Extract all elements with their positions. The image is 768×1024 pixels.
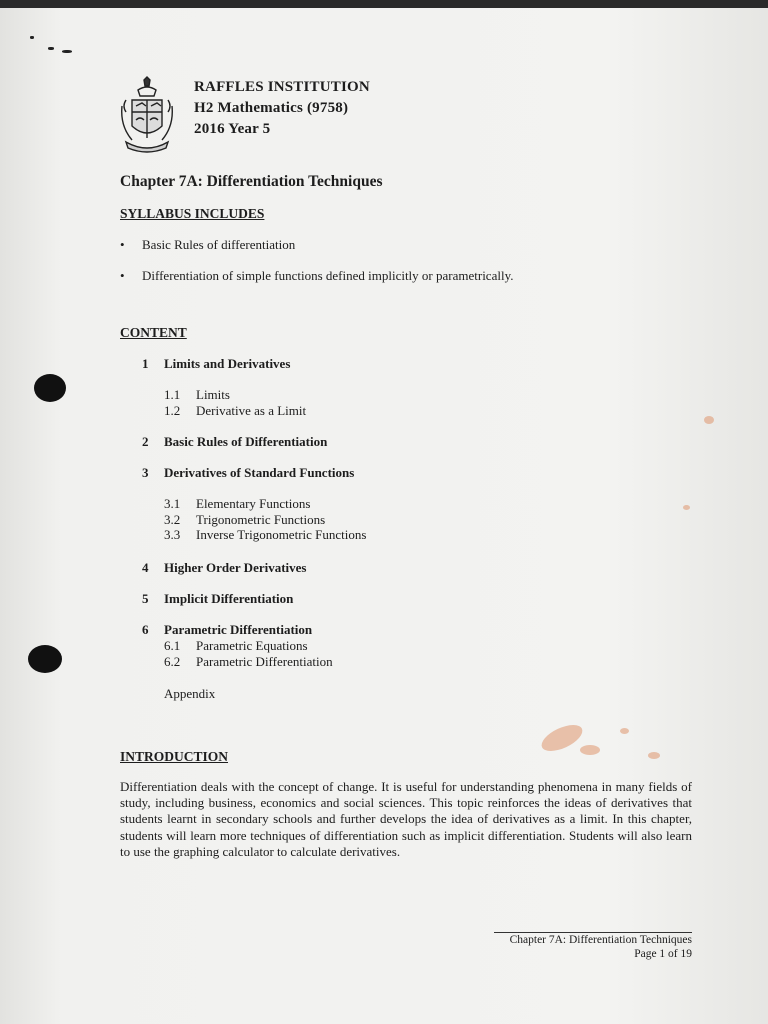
toc-section: 1 Limits and Derivatives [142,356,291,371]
toc-subsection: 1.1 Limits [164,387,230,402]
stain-mark [648,752,660,759]
stain-mark [620,728,629,734]
punch-hole [28,645,62,673]
toc-section: 3 Derivatives of Standard Functions [142,465,355,480]
institution-name: RAFFLES INSTITUTION [194,79,370,95]
toc-subsection: 3.2 Trigonometric Functions [164,512,326,527]
page-number: Page 1 of 19 [634,948,692,960]
toc-subsection: 6.2 Parametric Differentiation [164,654,333,669]
stain-mark [683,505,690,510]
syllabus-heading: SYLLABUS INCLUDES [120,206,265,221]
scan-speck [48,47,54,50]
toc-appendix: Appendix [164,686,216,701]
toc-subsection: 6.1 Parametric Equations [164,638,308,653]
introduction-paragraph: Differentiation deals with the concept of change. It is useful for understanding phenomena in many fields of study, including business, economics and social sciences. This topic reinforces the ideas of derivatives that students learnt in secondary schools and further develops the idea of derivatives as a limit. In this chapter, students will learn more techniques of differentiation such as implicit differentiation. Students will also learn to use the graphing calculator to calculate derivatives. [120,779,692,859]
introduction-heading: INTRODUCTION [120,749,229,764]
stain-mark [704,416,714,424]
toc-subsection: 1.2 Derivative as a Limit [164,403,307,418]
toc-section: 6 Parametric Differentiation [142,622,313,637]
footer-chapter: Chapter 7A: Differentiation Techniques [509,934,692,946]
scan-speck [62,50,72,53]
content-heading: CONTENT [120,325,187,340]
stain-mark [580,745,600,755]
toc-subsection: 3.1 Elementary Functions [164,496,311,511]
chapter-title: Chapter 7A: Differentiation Techniques [120,173,383,190]
subject-code: H2 Mathematics (9758) [194,100,349,116]
syllabus-item: • Differentiation of simple functions defined implicitly or parametrically. [120,268,514,283]
toc-section: 4 Higher Order Derivatives [142,560,307,575]
toc-subsection: 3.3 Inverse Trigonometric Functions [164,527,367,542]
punch-hole [34,374,66,402]
scan-speck [30,36,34,39]
syllabus-item: • Basic Rules of differentiation [120,237,296,252]
school-crest-icon [118,76,176,158]
document-page [0,8,768,1024]
toc-section: 2 Basic Rules of Differentiation [142,434,328,449]
academic-year: 2016 Year 5 [194,121,271,137]
toc-section: 5 Implicit Differentiation [142,591,294,606]
footer-divider [494,932,692,933]
